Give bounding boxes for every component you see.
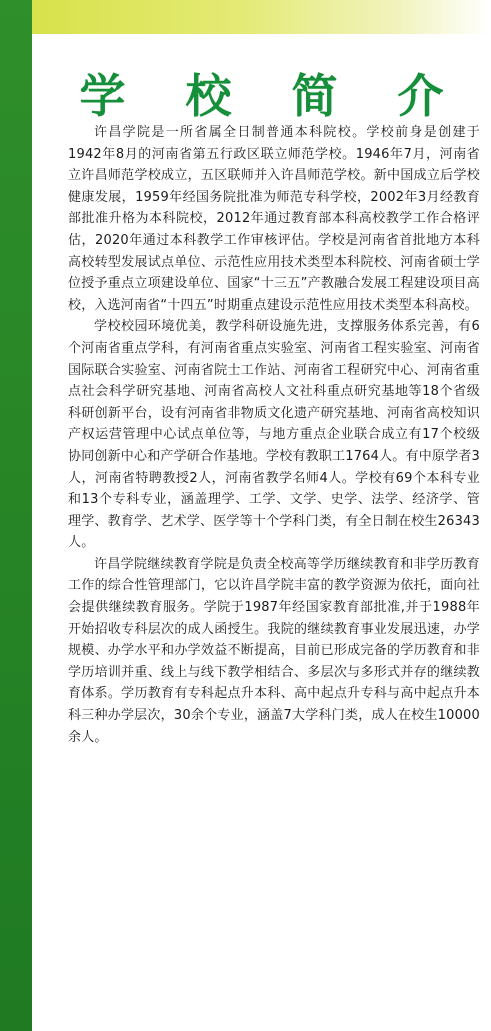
paragraph-campus: 学校校园环境优美，教学科研设施先进，支撑服务体系完善，有6个河南省重点学科，有河南省重点实验室、河南省工程实验室、河南省国际联合实验室、河南省院士工作站、河南省工程研究中心、河南省重点社会科学研究基地、河南省高校人文社科重点研究基地等18个省级科研创新平台，设有河南省非物质文化遗产研究基地、河南省高校知识产权运营管理中心试点单位等，与地方重点企业联合成立有17个校级协同创新中心和产学研合作基地。学校有教职工1764人。有中原学者3人，河南省特聘教授2人，河南省教学名师4人。学校有69个本科专业和13个专科专业，涵盖理学、工学、文学、史学、法学、经济学、管理学、教育学、艺术学、医学等十个学科门类，有全日制在校生26343人。	[68, 319, 480, 551]
intro-body	[68, 122, 480, 748]
paragraph-history: 许昌学院是一所省属全日制普通本科院校。学校前身是创建于1942年8月的河南省第五行政区联立师范学校。1946年7月，河南省立许昌师范学校成立，五区联师并入许昌师范学校。新中国成立后学校健康发展，1959年经国务院批准为师范专科学校，2002年3月经教育部批准升格为本科院校，2012年通过教育部本科高校教学工作合格评估，2020年通过本科教学工作审核评估。学校是河南省首批地方本科高校转型发展试点单位、示范性应用技术类型本科院校、河南省硕士学位授予重点立项建设单位、国家“十三五”产教融合发展工程建设项目高校，入选河南省“十四五”时期重点建设示范性应用技术类型本科高校。	[68, 125, 480, 313]
left-green-bar	[0, 0, 32, 1031]
paragraph-continuing-education: 许昌学院继续教育学院是负责全校高等学历继续教育和非学历教育工作的综合性管理部门，它以许昌学院丰富的教学资源为依托，面向社会提供继续教育服务。学院于1987年经国家教育部批准,并于1988年开始招收专科层次的成人函授生。我院的继续教育事业发展迅速，办学规模、办学水平和办学效益不断提高，目前已形成完备的学历教育和非学历培训并重、线上与线下教学相结合、多层次与多形式并存的继续教育体系。学历教育有专科起点升本科、高中起点升专科与高中起点升本科三种办学层次，30余个专业，涵盖7大学科门类，成人在校生10000余人。	[68, 556, 480, 745]
top-gradient-band	[32, 0, 491, 34]
page-title: 学 校 简 介	[79, 69, 466, 123]
